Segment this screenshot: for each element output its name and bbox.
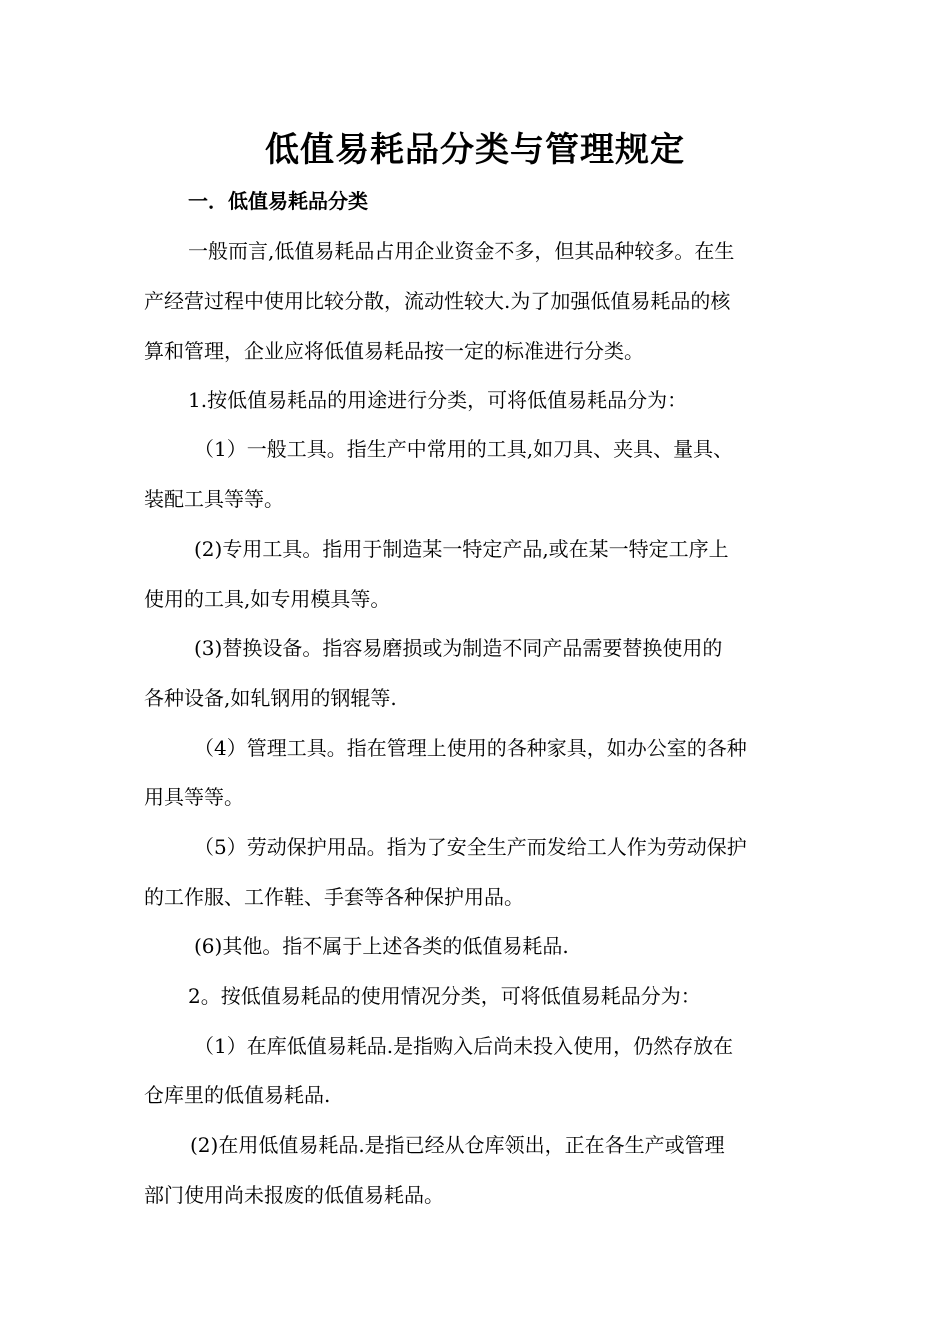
paragraph-line: 1.按低值易耗品的用途进行分类，可将低值易耗品分为： <box>188 388 688 412</box>
paragraph-line: 部门使用尚未报废的低值易耗品。 <box>144 1183 444 1207</box>
paragraph-line: （4）管理工具。指在管理上使用的各种家具，如办公室的各种 <box>194 736 747 760</box>
paragraph-line: 使用的工具,如专用模具等。 <box>144 587 391 611</box>
paragraph-line: 仓库里的低值易耗品. <box>144 1083 331 1107</box>
paragraph-line: （1）一般工具。指生产中常用的工具,如刀具、夹具、量具、 <box>194 437 734 461</box>
paragraph-line: 2。按低值易耗品的使用情况分类，可将低值易耗品分为： <box>188 984 701 1008</box>
paragraph-line: 算和管理，企业应将低值易耗品按一定的标准进行分类。 <box>144 339 644 363</box>
paragraph-line: （5）劳动保护用品。指为了安全生产而发给工人作为劳动保护 <box>194 835 747 859</box>
paragraph-line: (3)替换设备。指容易磨损或为制造不同产品需要替换使用的 <box>194 636 723 660</box>
paragraph-line: (6)其他。指不属于上述各类的低值易耗品. <box>194 934 569 958</box>
paragraph-line: 一般而言,低值易耗品占用企业资金不多，但其品种较多。在生 <box>188 239 735 263</box>
paragraph-line: 装配工具等等。 <box>144 487 284 511</box>
paragraph-line: 产经营过程中使用比较分散，流动性较大.为了加强低值易耗品的核 <box>144 289 731 313</box>
paragraph-line: (2)在用低值易耗品.是指已经从仓库领出，正在各生产或管理 <box>190 1133 725 1157</box>
document-title: 低值易耗品分类与管理规定 <box>265 130 685 170</box>
paragraph-line: 各种设备,如轧钢用的钢辊等. <box>144 686 397 710</box>
paragraph-line: (2)专用工具。指用于制造某一特定产品,或在某一特定工序上 <box>194 537 729 561</box>
section-heading: 一．低值易耗品分类 <box>188 189 368 213</box>
paragraph-line: 的工作服、工作鞋、手套等各种保护用品。 <box>144 885 524 909</box>
paragraph-line: 用具等等。 <box>144 785 244 809</box>
paragraph-line: （1）在库低值易耗品.是指购入后尚未投入使用，仍然存放在 <box>194 1034 734 1058</box>
